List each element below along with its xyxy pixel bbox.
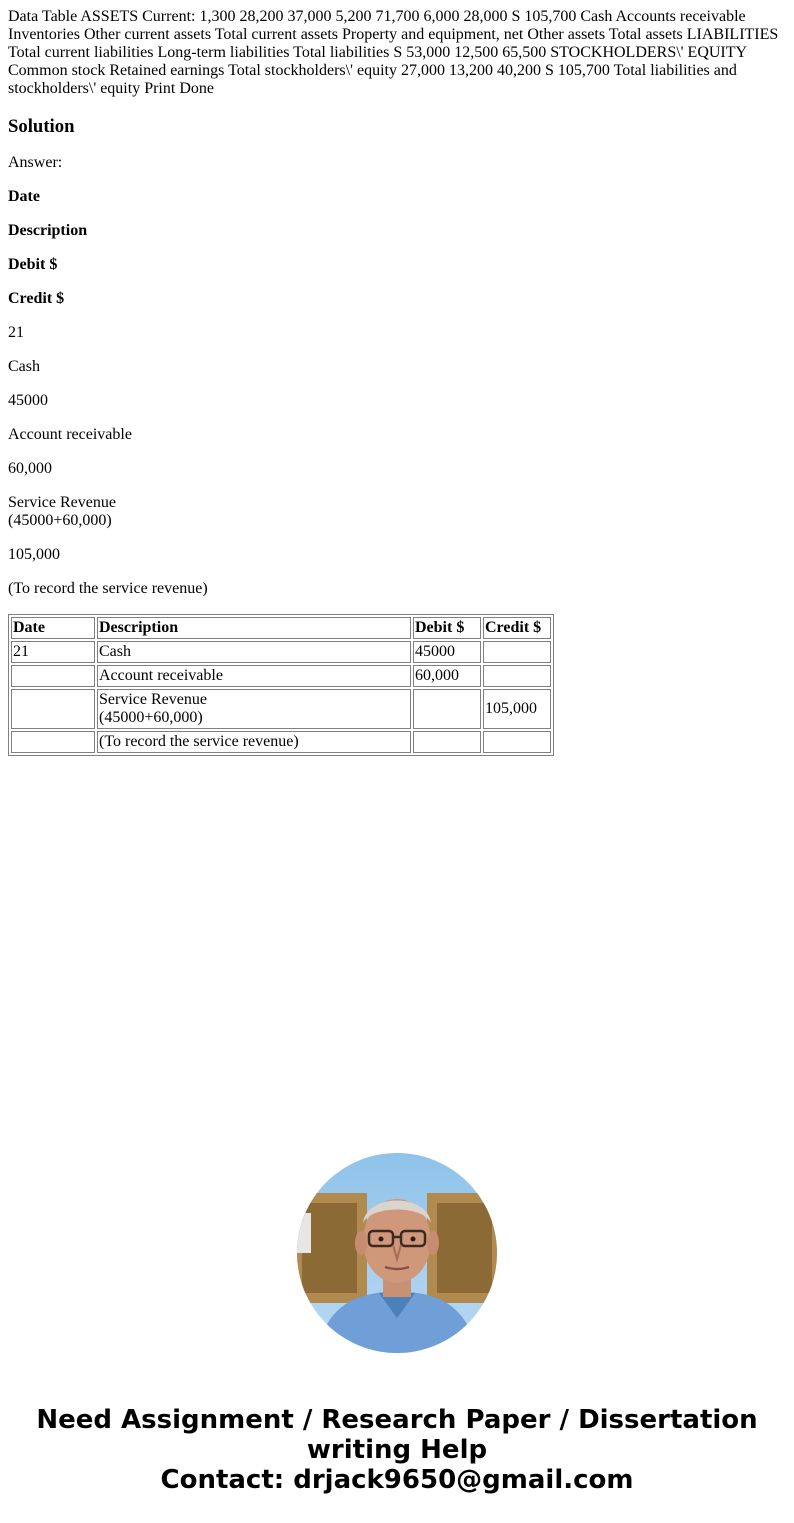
cell-description-line2: (45000+60,000) — [99, 709, 203, 726]
answer-label: Answer: — [8, 154, 63, 171]
author-portrait-image — [297, 1153, 497, 1353]
entry-revenue-credit-text: 105,000 — [8, 546, 60, 563]
date-label: Date — [8, 188, 40, 205]
intro-text: Data Table ASSETS Current: 1,300 28,200 37,000 5,200 71,700 6,000 28,000 S 105,700 Cash Accounts receivable Inventories Other current assets Total current assets Property and equipment, net Other assets Total assets LIABILITIES Total current liabilities Long-term liabilities Total liabilities S 53,000 12,500 65,500 STOCKHOLDERS\' EQUITY Common stock Retained earnings Total stockholders\' equity 27,000 13,200 40,200 S 105,700 Total liabilities and stockholders\' equity Print Done — [8, 8, 779, 97]
entry-revenue-line2: (45000+60,000) — [8, 512, 112, 529]
table-row — [11, 665, 551, 687]
table-header-row — [11, 617, 551, 639]
solution-body — [8, 154, 786, 598]
table-row — [11, 641, 551, 663]
promo-line-2: writing Help — [306, 1435, 488, 1465]
entry-cash-debit-text: 45000 — [8, 392, 48, 409]
entry-date-text: 21 — [8, 324, 24, 341]
cell-debit — [413, 689, 481, 729]
debit-label: Debit $ — [8, 256, 58, 273]
cell-date: 21 — [11, 641, 95, 663]
cell-credit — [483, 641, 551, 663]
promo-line-1: Need Assignment / Research Paper / Dissertation — [36, 1405, 758, 1435]
cell-description: Cash — [97, 641, 411, 663]
cell-debit: 60,000 — [413, 665, 481, 687]
entry-cash-text: Cash — [8, 358, 40, 375]
entry-revenue-line1: Service Revenue — [8, 494, 116, 511]
credit-label: Credit $ — [8, 290, 65, 307]
description-label: Description — [8, 222, 88, 239]
cell-date — [11, 689, 95, 729]
cell-credit — [483, 665, 551, 687]
cell-date — [11, 665, 95, 687]
entry-ar-debit-text: 60,000 — [8, 460, 52, 477]
cell-date — [11, 731, 95, 753]
th-date: Date — [13, 619, 45, 636]
promo-banner — [0, 1405, 794, 1495]
th-debit: Debit $ — [415, 619, 465, 636]
cell-debit — [413, 731, 481, 753]
solution-heading: Solution — [8, 116, 75, 137]
table-row — [11, 689, 551, 729]
th-description: Description — [99, 619, 179, 636]
page-content — [8, 8, 786, 756]
cell-description-line1: Service Revenue — [99, 691, 207, 708]
cell-description — [97, 689, 411, 729]
cell-description: Account receivable — [97, 665, 411, 687]
cell-credit — [483, 731, 551, 753]
promo-contact: Contact: drjack9650@gmail.com — [160, 1465, 634, 1495]
cell-description: (To record the service revenue) — [97, 731, 411, 753]
author-avatar — [297, 1153, 497, 1353]
table-row — [11, 731, 551, 753]
entry-revenue-text — [8, 494, 786, 530]
journal-table — [8, 614, 554, 756]
entry-ar-text: Account receivable — [8, 426, 132, 443]
entry-memo-text: (To record the service revenue) — [8, 580, 208, 597]
th-credit: Credit $ — [485, 619, 542, 636]
cell-credit: 105,000 — [483, 689, 551, 729]
cell-debit: 45000 — [413, 641, 481, 663]
